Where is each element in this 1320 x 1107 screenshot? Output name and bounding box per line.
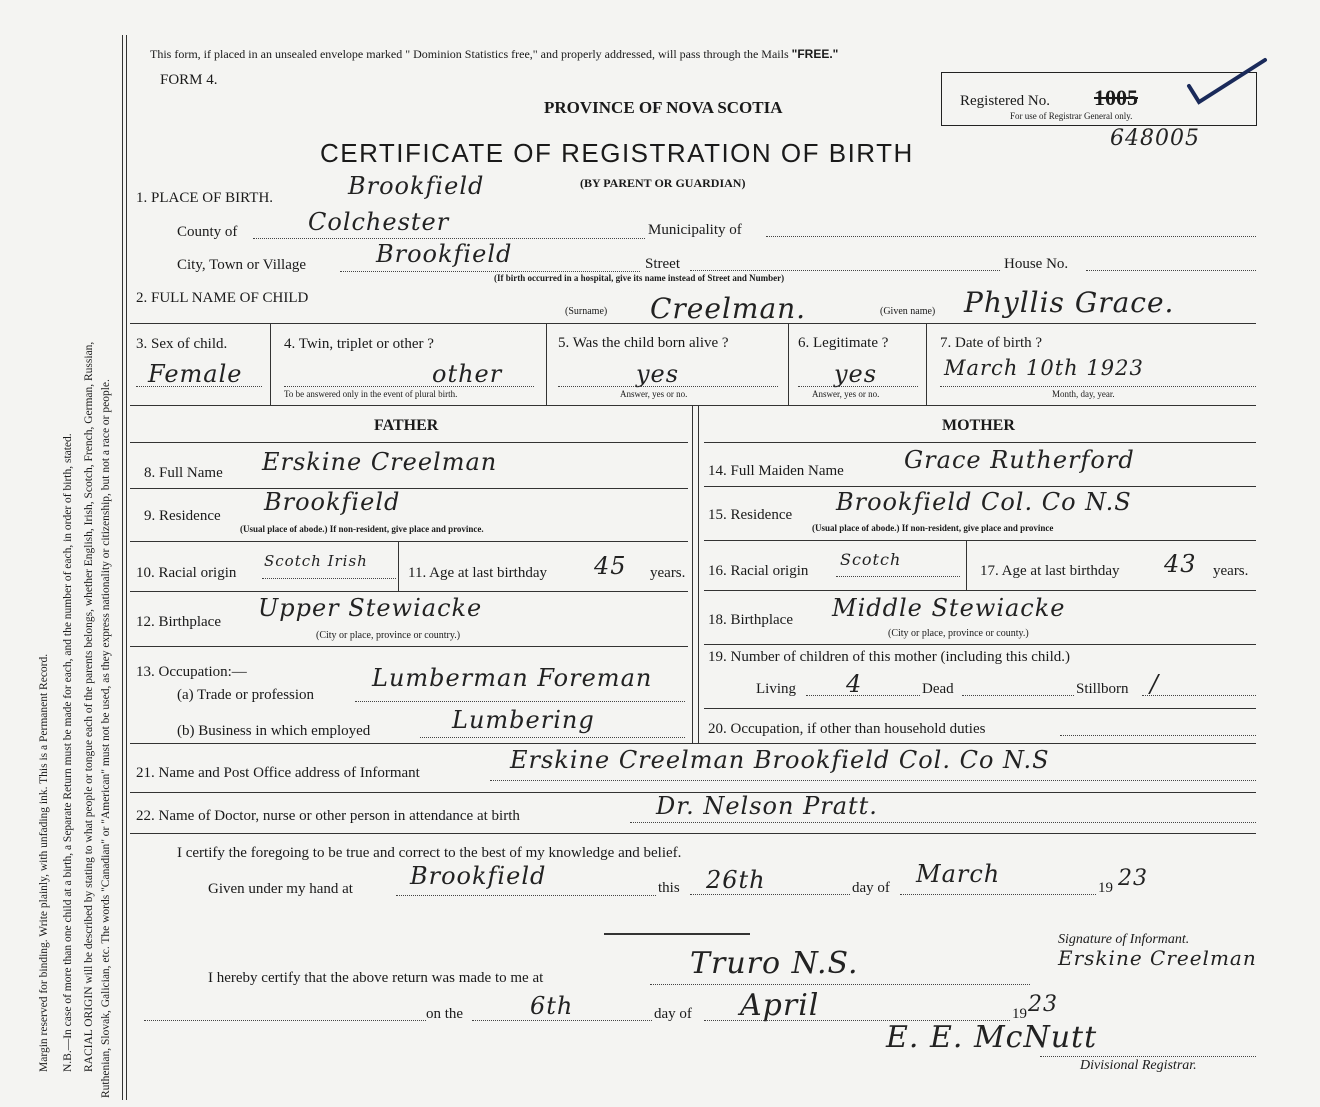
twin-label: 4. Twin, triplet or other ?: [284, 336, 434, 352]
father-business-line: [420, 737, 685, 738]
divider: [704, 540, 1256, 541]
place-of-birth-label: 1. PLACE OF BIRTH.: [136, 190, 274, 206]
year-prefix: 19: [1098, 880, 1113, 896]
child-name-label: 2. FULL NAME OF CHILD: [136, 290, 309, 306]
father-name-value: Erskine Creelman: [262, 448, 498, 476]
mother-race-line: [836, 576, 960, 577]
month2-value: April: [740, 988, 820, 1023]
divider: [788, 323, 789, 405]
father-birthplace-note: (City or place, province or country.): [316, 630, 461, 641]
mother-residence-label: 15. Residence: [708, 507, 793, 523]
mother-name-value: Grace Rutherford: [904, 446, 1135, 474]
dob-label: 7. Date of birth ?: [940, 335, 1043, 351]
mother-children-label: 19. Number of children of this mother (including this child.): [708, 649, 1071, 665]
hospital-note: (If birth occurred in a hospital, give its name instead of Street and Number): [494, 273, 785, 283]
registration-text: I hereby certify that the above return was made to me at: [208, 970, 544, 986]
twin-value: other: [432, 360, 503, 388]
divider: [704, 486, 1256, 487]
city-value: Brookfield: [376, 240, 513, 268]
divider: [926, 323, 927, 405]
dob-note: Month, day, year.: [1052, 389, 1115, 399]
sex-value: Female: [148, 360, 243, 388]
stillborn-line: [1142, 695, 1256, 696]
alive-line: [558, 386, 778, 387]
municipality-label: Municipality of: [648, 222, 742, 238]
doctor-value: Dr. Nelson Pratt.: [656, 792, 878, 820]
legitimate-value: yes: [834, 360, 878, 388]
city-label: City, Town or Village: [177, 257, 307, 273]
divider: [130, 442, 688, 443]
father-age-label: 11. Age at last birthday: [408, 565, 547, 581]
mother-occupation-line: [1060, 735, 1256, 736]
form-number: FORM 4.: [160, 72, 218, 88]
father-birthplace-label: 12. Birthplace: [136, 614, 221, 630]
registrar-note: For use of Registrar General only.: [1010, 111, 1133, 121]
father-trade-label: (a) Trade or profession: [177, 687, 315, 703]
mother-age-label: 17. Age at last birthday: [980, 563, 1120, 579]
registration-date-line: [144, 1020, 426, 1021]
divider: [270, 323, 271, 405]
stillborn-value: /: [1150, 670, 1160, 698]
margin-note-binding: Margin reserved for binding. Write plainly, with unfading ink. This is a Permanent Record.: [38, 653, 50, 1072]
mother-birthplace-label: 18. Birthplace: [708, 612, 793, 628]
mail-notice-text: This form, if placed in an unsealed envelope marked " Dominion Statistics free," and properly addressed, will pass through the Mails: [150, 47, 792, 61]
mother-birthplace-value: Middle Stewiacke: [832, 594, 1066, 622]
page-title: CERTIFICATE OF REGISTRATION OF BIRTH: [320, 138, 914, 168]
alive-note: Answer, yes or no.: [620, 389, 688, 399]
dead-label: Dead: [922, 681, 954, 697]
alive-value: yes: [636, 360, 680, 388]
mother-race-label: 16. Racial origin: [708, 563, 809, 579]
margin-note-racial-cont: Ruthenian, Slovak, Galician, etc. The words "Canadian" or "American" must not be used, as they express nationality or citizenship, but not a race or people.: [100, 379, 112, 1098]
this-line: [690, 894, 850, 895]
registration-place-line: [650, 984, 1030, 985]
father-age-value: 45: [594, 552, 627, 580]
mother-occupation-label: 20. Occupation, if other than household duties: [708, 721, 986, 737]
day-of-label-2: day of: [654, 1006, 692, 1022]
divider: [130, 646, 688, 647]
father-years-label: years.: [650, 565, 686, 581]
registrar-label: Divisional Registrar.: [1080, 1058, 1197, 1073]
alive-label: 5. Was the child born alive ?: [558, 335, 729, 351]
mother-heading: MOTHER: [942, 417, 1015, 434]
mother-age-value: 43: [1164, 550, 1197, 578]
father-residence-label: 9. Residence: [144, 508, 221, 524]
month-line: [900, 894, 1096, 895]
father-heading: FATHER: [374, 417, 439, 434]
twin-note: To be answered only in the event of plural birth.: [284, 389, 458, 399]
legitimate-note: Answer, yes or no.: [812, 389, 880, 399]
father-name-label: 8. Full Name: [144, 465, 223, 481]
on-the-line: [472, 1020, 652, 1021]
divider: [130, 591, 688, 592]
signature-informant-label: Signature of Informant.: [1058, 932, 1190, 947]
divider: [698, 405, 699, 743]
place-of-birth-value: Brookfield: [348, 172, 485, 200]
father-trade-line: [355, 701, 685, 702]
mother-race-value: Scotch: [840, 550, 902, 569]
county-label: County of: [177, 224, 238, 240]
mail-notice: [150, 47, 838, 62]
informant-value: Erskine Creelman Brookfield Col. Co N.S: [510, 746, 1050, 774]
on-the-value: 6th: [530, 992, 574, 1020]
mother-residence-note: (Usual place of abode.) If non-resident, give place and province: [812, 523, 1054, 533]
this-label: this: [658, 880, 680, 896]
living-label: Living: [756, 681, 796, 697]
informant-line: [490, 780, 1256, 781]
legitimate-line: [798, 386, 918, 387]
registration-place-value: Truro N.S.: [690, 946, 859, 981]
checkmark-icon: [1185, 56, 1270, 106]
father-business-value: Lumbering: [452, 706, 595, 734]
stamp-number: 648005: [1110, 126, 1200, 151]
divider: [130, 833, 1256, 834]
month-value: March: [916, 860, 1001, 888]
given-name-value: Phyllis Grace.: [964, 286, 1175, 319]
binding-margin-line: [122, 35, 123, 1100]
signature-line: [604, 933, 750, 935]
county-line: [253, 238, 645, 239]
living-line: [806, 695, 920, 696]
informant-label: 21. Name and Post Office address of Informant: [136, 765, 420, 781]
doctor-label: 22. Name of Doctor, nurse or other person in attendance at birth: [136, 808, 520, 824]
street-line: [690, 270, 1000, 271]
province-title: PROVINCE OF NOVA SCOTIA: [544, 98, 783, 117]
signature-informant-value: Erskine Creelman: [1058, 946, 1257, 970]
dob-value: March 10th 1923: [944, 356, 1144, 380]
surname-label: (Surname): [565, 306, 608, 317]
divider: [692, 405, 693, 743]
on-the-label: on the: [426, 1006, 464, 1022]
subtitle: (BY PARENT OR GUARDIAN): [580, 176, 746, 190]
father-race-value: Scotch Irish: [264, 552, 368, 570]
doctor-line: [630, 822, 1256, 823]
divider: [130, 743, 1256, 744]
mother-years-label: years.: [1213, 563, 1249, 579]
divider: [130, 541, 688, 542]
father-birthplace-value: Upper Stewiacke: [258, 594, 483, 622]
father-trade-value: Lumberman Foreman: [372, 664, 653, 692]
mother-residence-value: Brookfield Col. Co N.S: [836, 488, 1132, 516]
father-business-label: (b) Business in which employed: [177, 723, 371, 739]
father-residence-value: Brookfield: [264, 488, 401, 516]
given-name-label: (Given name): [880, 306, 936, 317]
divider: [704, 644, 1256, 645]
this-day-value: 26th: [706, 866, 766, 894]
divider: [704, 590, 1256, 591]
certify-text: I certify the foregoing to be true and correct to the best of my knowledge and belief.: [177, 845, 682, 861]
divider: [130, 405, 1256, 406]
divider: [130, 488, 688, 489]
father-residence-note: (Usual place of abode.) If non-resident, give place and province.: [240, 524, 484, 534]
house-label: House No.: [1004, 256, 1069, 272]
year-value: 23: [1118, 866, 1148, 891]
father-race-label: 10. Racial origin: [136, 565, 237, 581]
divider: [704, 442, 1256, 443]
registrar-line: [1040, 1056, 1256, 1057]
county-value: Colchester: [308, 208, 450, 236]
given-place-line: [396, 895, 656, 896]
stillborn-label: Stillborn: [1076, 681, 1129, 697]
mother-birthplace-note: (City or place, province or county.): [888, 628, 1029, 639]
street-label: Street: [645, 256, 680, 272]
binding-margin-line-2: [126, 35, 127, 1100]
dead-line: [962, 695, 1074, 696]
margin-note-nb: N.B.—In case of more than one child at a birth, a Separate Return must be made for each, and the number of each, in order of birth, stated.: [62, 433, 74, 1072]
free-label: "FREE.": [791, 47, 839, 61]
municipality-line: [766, 236, 1256, 237]
margin-note-racial: RACIAL ORIGIN will be described by stating to what people or tongue each of the parents belongs, whether English, Irish, Scotch, French, German, Russian,: [83, 341, 95, 1072]
divider: [130, 323, 1256, 324]
given-place-value: Brookfield: [410, 862, 547, 890]
registrar-signature: E. E. McNutt: [886, 1020, 1098, 1055]
legitimate-label: 6. Legitimate ?: [798, 335, 889, 351]
registered-value: 1005: [1094, 85, 1138, 110]
city-line: [340, 271, 640, 272]
registered-label: Registered No.: [960, 93, 1050, 109]
day-of-label: day of: [852, 880, 890, 896]
twin-line: [284, 386, 534, 387]
house-line: [1086, 270, 1256, 271]
sex-line: [136, 386, 262, 387]
mother-name-label: 14. Full Maiden Name: [708, 463, 844, 479]
year2-value: 23: [1028, 992, 1058, 1017]
given-label: Given under my hand at: [208, 881, 353, 897]
sex-label: 3. Sex of child.: [136, 336, 228, 352]
father-occupation-label: 13. Occupation:—: [136, 664, 247, 680]
divider: [546, 323, 547, 405]
divider: [966, 540, 967, 590]
year2-prefix: 19: [1012, 1006, 1027, 1022]
living-value: 4: [846, 670, 863, 698]
father-race-line: [262, 578, 396, 579]
divider: [398, 541, 399, 591]
dob-line: [940, 386, 1256, 387]
surname-value: Creelman.: [650, 292, 807, 325]
divider: [704, 708, 1256, 709]
